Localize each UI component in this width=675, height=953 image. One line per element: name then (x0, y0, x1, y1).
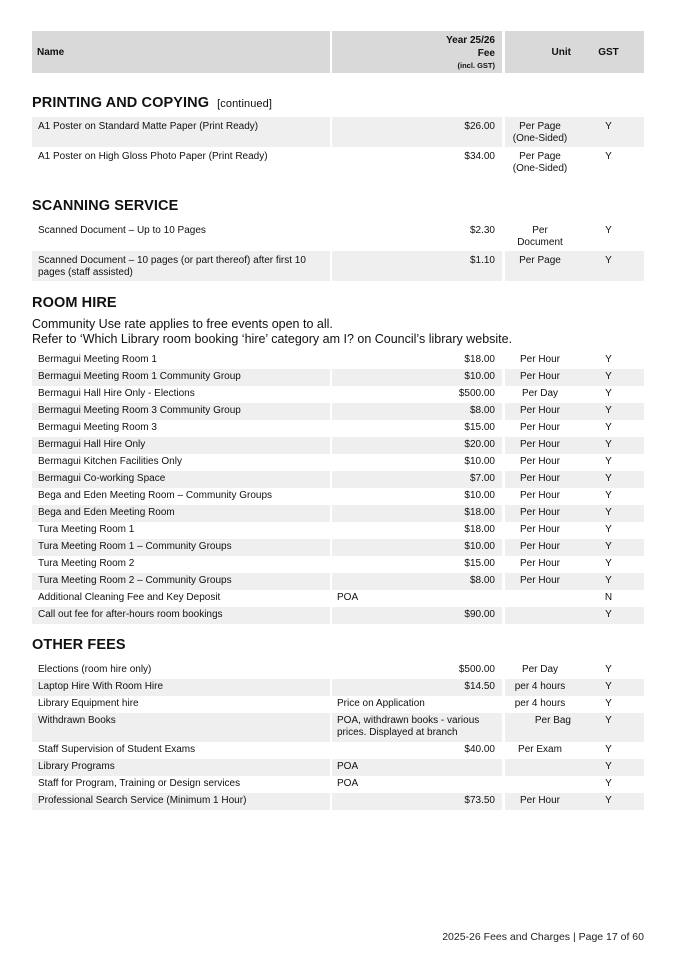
table-row (32, 662, 644, 679)
fee-gst-cell: Y (605, 558, 612, 569)
printing-table (32, 117, 644, 177)
table-row (32, 556, 644, 573)
table-row (32, 147, 644, 177)
fee-unit-cell: Per Hour (519, 558, 560, 569)
fee-unit-cell: Per Hour (505, 505, 575, 522)
fee-name-cell: Additional Cleaning Fee and Key Deposit (38, 592, 221, 603)
table-row (32, 590, 644, 607)
fee-name-cell: Bermagui Meeting Room 1 (38, 354, 157, 365)
fee-unit-cell: Per Bag (505, 713, 575, 742)
fee-amount-cell: $18.00 (332, 505, 502, 522)
table-row (32, 793, 644, 810)
fee-name-cell: Bermagui Meeting Room 3 (38, 422, 157, 433)
room-hire-intro-line-1: Community Use rate applies to free events open to all. (32, 317, 333, 331)
other-fees-title: OTHER FEES (32, 637, 126, 653)
fee-gst-cell: Y (605, 698, 612, 709)
fee-amount-cell: $2.30 (469, 225, 495, 236)
fee-name-cell: Library Programs (32, 759, 330, 776)
fee-gst-cell: Y (605, 778, 612, 789)
table-row (32, 742, 644, 759)
fee-name-cell: Tura Meeting Room 2 (38, 558, 135, 569)
fee-name-cell: Elections (room hire only) (38, 664, 152, 675)
table-row (32, 386, 644, 403)
fee-amount-cell: POA (332, 759, 502, 776)
section-title-scanning (32, 198, 644, 214)
fee-gst-cell: Y (605, 524, 612, 535)
table-row (32, 369, 644, 386)
fee-gst-cell: Y (605, 225, 612, 236)
scanning-table (32, 221, 644, 281)
section-title-printing (32, 95, 644, 111)
fee-amount-cell: $18.00 (464, 354, 495, 365)
other-fees-table (32, 662, 644, 810)
fee-gst-cell: Y (575, 369, 644, 386)
fee-gst-cell: Y (575, 251, 644, 281)
header-name: Name (32, 31, 330, 73)
fee-gst-cell: Y (605, 151, 612, 162)
table-row (32, 488, 644, 505)
fee-unit-cell: Per Hour (505, 437, 575, 454)
fee-unit-cell (505, 759, 575, 776)
room-hire-intro-line-2: Refer to ‘Which Library room booking ‘hire’ category am I? on Council’s library website. (32, 332, 513, 346)
fee-amount-cell: $8.00 (332, 573, 502, 590)
fee-name-cell: Laptop Hire With Room Hire (32, 679, 330, 696)
fee-amount-cell: $15.00 (464, 422, 495, 433)
table-row (32, 352, 644, 369)
fee-gst-cell: Y (605, 354, 612, 365)
fee-name-cell: A1 Poster on High Gloss Photo Paper (Print Ready) (38, 151, 268, 162)
table-row (32, 505, 644, 522)
fee-amount-cell: $40.00 (464, 744, 495, 755)
fee-unit-cell: Per Page (One-Sided) (505, 117, 575, 147)
fee-name-cell: Bermagui Hall Hire Only (32, 437, 330, 454)
header-gst: GST (575, 31, 644, 73)
fee-amount-cell: $73.50 (332, 793, 502, 810)
fee-name-cell: Staff Supervision of Student Exams (38, 744, 196, 755)
fee-amount-cell: $26.00 (332, 117, 502, 147)
continued-label: [continued] (217, 98, 273, 110)
fee-name-cell: Tura Meeting Room 2 – Community Groups (32, 573, 330, 590)
table-row (32, 759, 644, 776)
table-row (32, 403, 644, 420)
fee-unit-cell: Per Document (517, 225, 563, 248)
fee-gst-cell: Y (575, 539, 644, 556)
fee-amount-cell: POA (337, 592, 359, 603)
fee-amount-cell: Price on Application (337, 698, 425, 709)
section-title-room-hire (32, 295, 644, 311)
fee-gst-cell: Y (575, 437, 644, 454)
header-fee-incl-gst: (incl. GST) (457, 60, 495, 70)
table-row (32, 454, 644, 471)
fee-amount-cell: $14.50 (332, 679, 502, 696)
fee-unit-cell: per 4 hours (514, 698, 566, 709)
fee-amount-cell: $500.00 (458, 664, 495, 675)
table-row (32, 573, 644, 590)
fee-unit-cell: per 4 hours (505, 679, 575, 696)
fee-amount-cell: $500.00 (458, 388, 495, 399)
fee-unit-cell: Per Day (521, 664, 559, 675)
printing-title: PRINTING AND COPYING (32, 95, 210, 111)
header-fee-label: Fee (477, 47, 495, 59)
fee-name-cell: Call out fee for after-hours room bookings (32, 607, 330, 624)
fee-unit-cell: Per Hour (519, 422, 560, 433)
fee-amount-cell: $10.00 (464, 490, 495, 501)
scanning-title: SCANNING SERVICE (32, 198, 179, 214)
fee-amount-cell: $8.00 (332, 403, 502, 420)
header-fee (332, 31, 502, 73)
fee-unit-cell: Per Day (521, 388, 559, 399)
fee-name-cell: Bermagui Co-working Space (32, 471, 330, 488)
fee-unit-cell: Per Hour (519, 354, 560, 365)
page-footer: 2025-26 Fees and Charges | Page 17 of 60 (442, 931, 644, 943)
fee-amount-cell: $34.00 (464, 151, 495, 162)
fee-name-cell: Staff for Program, Training or Design services (38, 778, 241, 789)
fee-amount-cell: $10.00 (464, 456, 495, 467)
fee-unit-cell: Per Hour (505, 793, 575, 810)
fee-gst-cell: Y (575, 759, 644, 776)
fee-gst-cell: Y (575, 471, 644, 488)
fee-unit-cell (505, 590, 575, 607)
fee-unit-cell: Per Hour (519, 524, 560, 535)
fee-unit-cell (505, 776, 575, 793)
table-row (32, 420, 644, 437)
room-hire-title: ROOM HIRE (32, 295, 117, 311)
fee-name-cell: A1 Poster on Standard Matte Paper (Print Ready) (32, 117, 330, 147)
table-row (32, 437, 644, 454)
fee-amount-cell: $20.00 (332, 437, 502, 454)
table-row (32, 117, 644, 147)
fee-name-cell: Professional Search Service (Minimum 1 Hour) (32, 793, 330, 810)
fee-amount-cell: POA (337, 778, 359, 789)
fee-amount-cell: POA, withdrawn books - various prices. Displayed at branch (332, 713, 502, 742)
table-row (32, 221, 644, 251)
table-row (32, 607, 644, 624)
table-row (32, 471, 644, 488)
fee-name-cell: Withdrawn Books (32, 713, 330, 742)
fee-gst-cell: Y (575, 679, 644, 696)
fee-gst-cell: Y (605, 490, 612, 501)
table-row (32, 696, 644, 713)
fee-name-cell: Bega and Eden Meeting Room – Community Groups (38, 490, 273, 501)
fee-name-cell: Library Equipment hire (38, 698, 139, 709)
fee-gst-cell: Y (575, 713, 644, 742)
fee-gst-cell: Y (605, 388, 612, 399)
fee-unit-cell: Per Hour (505, 403, 575, 420)
room-hire-table (32, 352, 644, 624)
table-row (32, 251, 644, 281)
fee-gst-cell: Y (575, 117, 644, 147)
table-row (32, 539, 644, 556)
fee-gst-cell: Y (575, 793, 644, 810)
fee-unit-cell (505, 607, 575, 624)
fee-name-cell: Tura Meeting Room 1 – Community Groups (32, 539, 330, 556)
fee-amount-cell: $10.00 (332, 369, 502, 386)
fee-unit-cell: Per Hour (505, 471, 575, 488)
table-row (32, 776, 644, 793)
column-header (32, 31, 644, 73)
fee-unit-cell: Per Page (One-Sided) (512, 151, 568, 174)
table-row (32, 522, 644, 539)
fee-gst-cell: Y (605, 664, 612, 675)
fee-name-cell: Bermagui Hall Hire Only - Elections (38, 388, 195, 399)
fee-name-cell: Bermagui Meeting Room 3 Community Group (32, 403, 330, 420)
fee-gst-cell: Y (605, 422, 612, 433)
fee-name-cell: Bermagui Kitchen Facilities Only (38, 456, 182, 467)
fee-name-cell: Scanned Document – 10 pages (or part thereof) after first 10 pages (staff assisted) (32, 251, 330, 281)
fee-gst-cell: Y (605, 456, 612, 467)
fee-unit-cell: Per Hour (519, 456, 560, 467)
fee-gst-cell: Y (575, 505, 644, 522)
fees-page (32, 31, 644, 810)
fee-unit-cell: Per Hour (519, 490, 560, 501)
fee-name-cell: Tura Meeting Room 1 (38, 524, 135, 535)
fee-amount-cell: $90.00 (332, 607, 502, 624)
fee-unit-cell: Per Hour (505, 369, 575, 386)
fee-unit-cell: Per Hour (505, 573, 575, 590)
fee-amount-cell: $18.00 (464, 524, 495, 535)
header-fee-year: Year 25/26 (446, 34, 495, 46)
fee-gst-cell: N (604, 592, 613, 603)
fee-gst-cell: Y (605, 744, 612, 755)
section-title-other-fees (32, 637, 644, 653)
room-hire-intro (32, 317, 644, 347)
table-row (32, 713, 644, 742)
fee-amount-cell: $15.00 (464, 558, 495, 569)
table-row (32, 679, 644, 696)
header-unit: Unit (505, 31, 575, 73)
fee-name-cell: Bega and Eden Meeting Room (32, 505, 330, 522)
fee-gst-cell: Y (575, 607, 644, 624)
fee-amount-cell: $7.00 (332, 471, 502, 488)
fee-unit-cell: Per Exam (518, 744, 562, 755)
fee-gst-cell: Y (575, 403, 644, 420)
fee-unit-cell: Per Hour (505, 539, 575, 556)
fee-gst-cell: Y (575, 573, 644, 590)
fee-amount-cell: $10.00 (332, 539, 502, 556)
fee-name-cell: Scanned Document – Up to 10 Pages (38, 225, 206, 236)
fee-name-cell: Bermagui Meeting Room 1 Community Group (32, 369, 330, 386)
fee-unit-cell: Per Page (505, 251, 575, 281)
fee-amount-cell: $1.10 (332, 251, 502, 281)
